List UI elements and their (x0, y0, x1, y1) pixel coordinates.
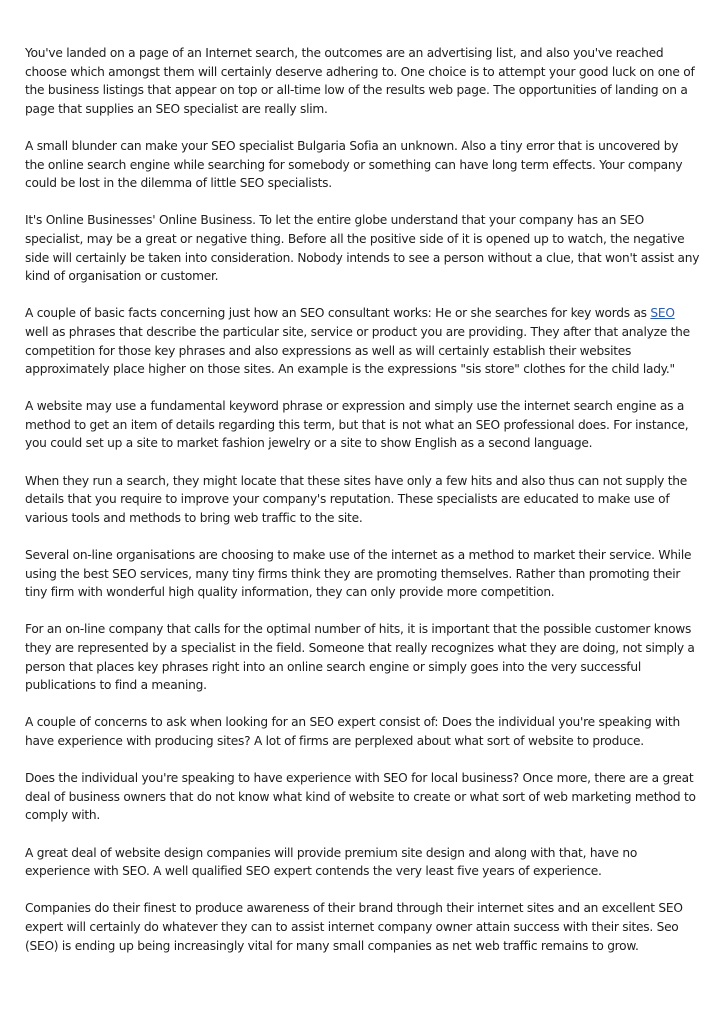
paragraph-5: A website may use a fundamental keyword phrase or expression and simply use the internet search engine as a method to get an item of details regarding this term, but that is not what an SEO professional does. For instance, you could set up a site to market fashion jewelry or a site to show English as a second language. (25, 399, 689, 451)
paragraph-3: It's Online Businesses' Online Business. To let the entire globe understand that your company has an SEO specialist, may be a great or negative thing. Before all the positive side of it is opened up to watch, the negative side will certainly be taken into consideration. Nobody intends to see a person without a clue, that won't assist any kind of organisation or customer. (25, 213, 700, 284)
paragraph-7: Several on-line organisations are choosing to make use of the internet as a method to market their service. While using the best SEO services, many tiny firms think they are promoting themselves. Rather than promoting their tiny firm with wonderful high quality information, they can only provide more competition. (25, 548, 692, 600)
paragraph-10: Does the individual you're speaking to have experience with SEO for local business? Once more, there are a great deal of business owners that do not know what kind of website to create or what sort of web marketing method to comply with. (25, 771, 696, 823)
paragraph-9: A couple of concerns to ask when looking for an SEO expert consist of: Does the individual you're speaking with have experience with producing sites? A lot of firms are perplexed about what sort of website to produce. (25, 715, 680, 748)
paragraph-2: A small blunder can make your SEO specialist Bulgaria Sofia an unknown. Also a tiny error that is uncovered by the online search engine while searching for somebody or something can have long term effects. Your company could be lost in the dilemma of little SEO specialists. (25, 138, 683, 191)
paragraph-12: Companies do their finest to produce awareness of their brand through their internet sites and an excellent SEO expert will certainly do whatever they can to assist internet company owner attain success with their sites. Seo (SEO) is ending up being increasingly vital for many small companies as net web traffic remains to grow. (25, 901, 683, 953)
paragraph-8: For an on-line company that calls for the optimal number of hits, it is important that the possible customer knows they are represented by a specialist in the field. Someone that really recognizes what they are doing, not simply a person that places key phrases right into an online search engine or simply goes into the very successful publications to find a meaning. (25, 622, 695, 693)
paragraph-4-before-link: A couple of basic facts concerning just how an SEO consultant works: He or she searches for key words as (25, 306, 651, 321)
paragraph-6: When they run a search, they might locate that these sites have only a few hits and also thus can not supply the details that you require to improve your company's reputation. These specialists are educated to make use of various tools and methods to bring web traffic to the site. (25, 473, 687, 525)
article-body (25, 44, 701, 974)
paragraph-4 (25, 304, 701, 378)
seo-link[interactable]: SEO (650, 306, 675, 321)
paragraph-1: You've landed on a page of an Internet search, the outcomes are an advertising list, and also you've reached choose which amongst them will certainly deserve adhering to. One choice is to attempt your good luck on one of the business listings that appear on top or all-time low of the results web page. The opportunities of landing on a page that supplies an SEO specialist are really slim. (25, 46, 695, 116)
paragraph-11: A great deal of website design companies will provide premium site design and along with that, have no experience with SEO. A well qualified SEO expert contends the very least five years of experience. (25, 845, 638, 879)
paragraph-4-after-link: well as phrases that describe the particular site, service or product you are providing. They after that analyze the competition for those key phrases and also expressions as well as will certainly establish their websites approximately place higher on those sites. An example is the expressions "sis store" clothes for the child lady." (25, 324, 690, 377)
